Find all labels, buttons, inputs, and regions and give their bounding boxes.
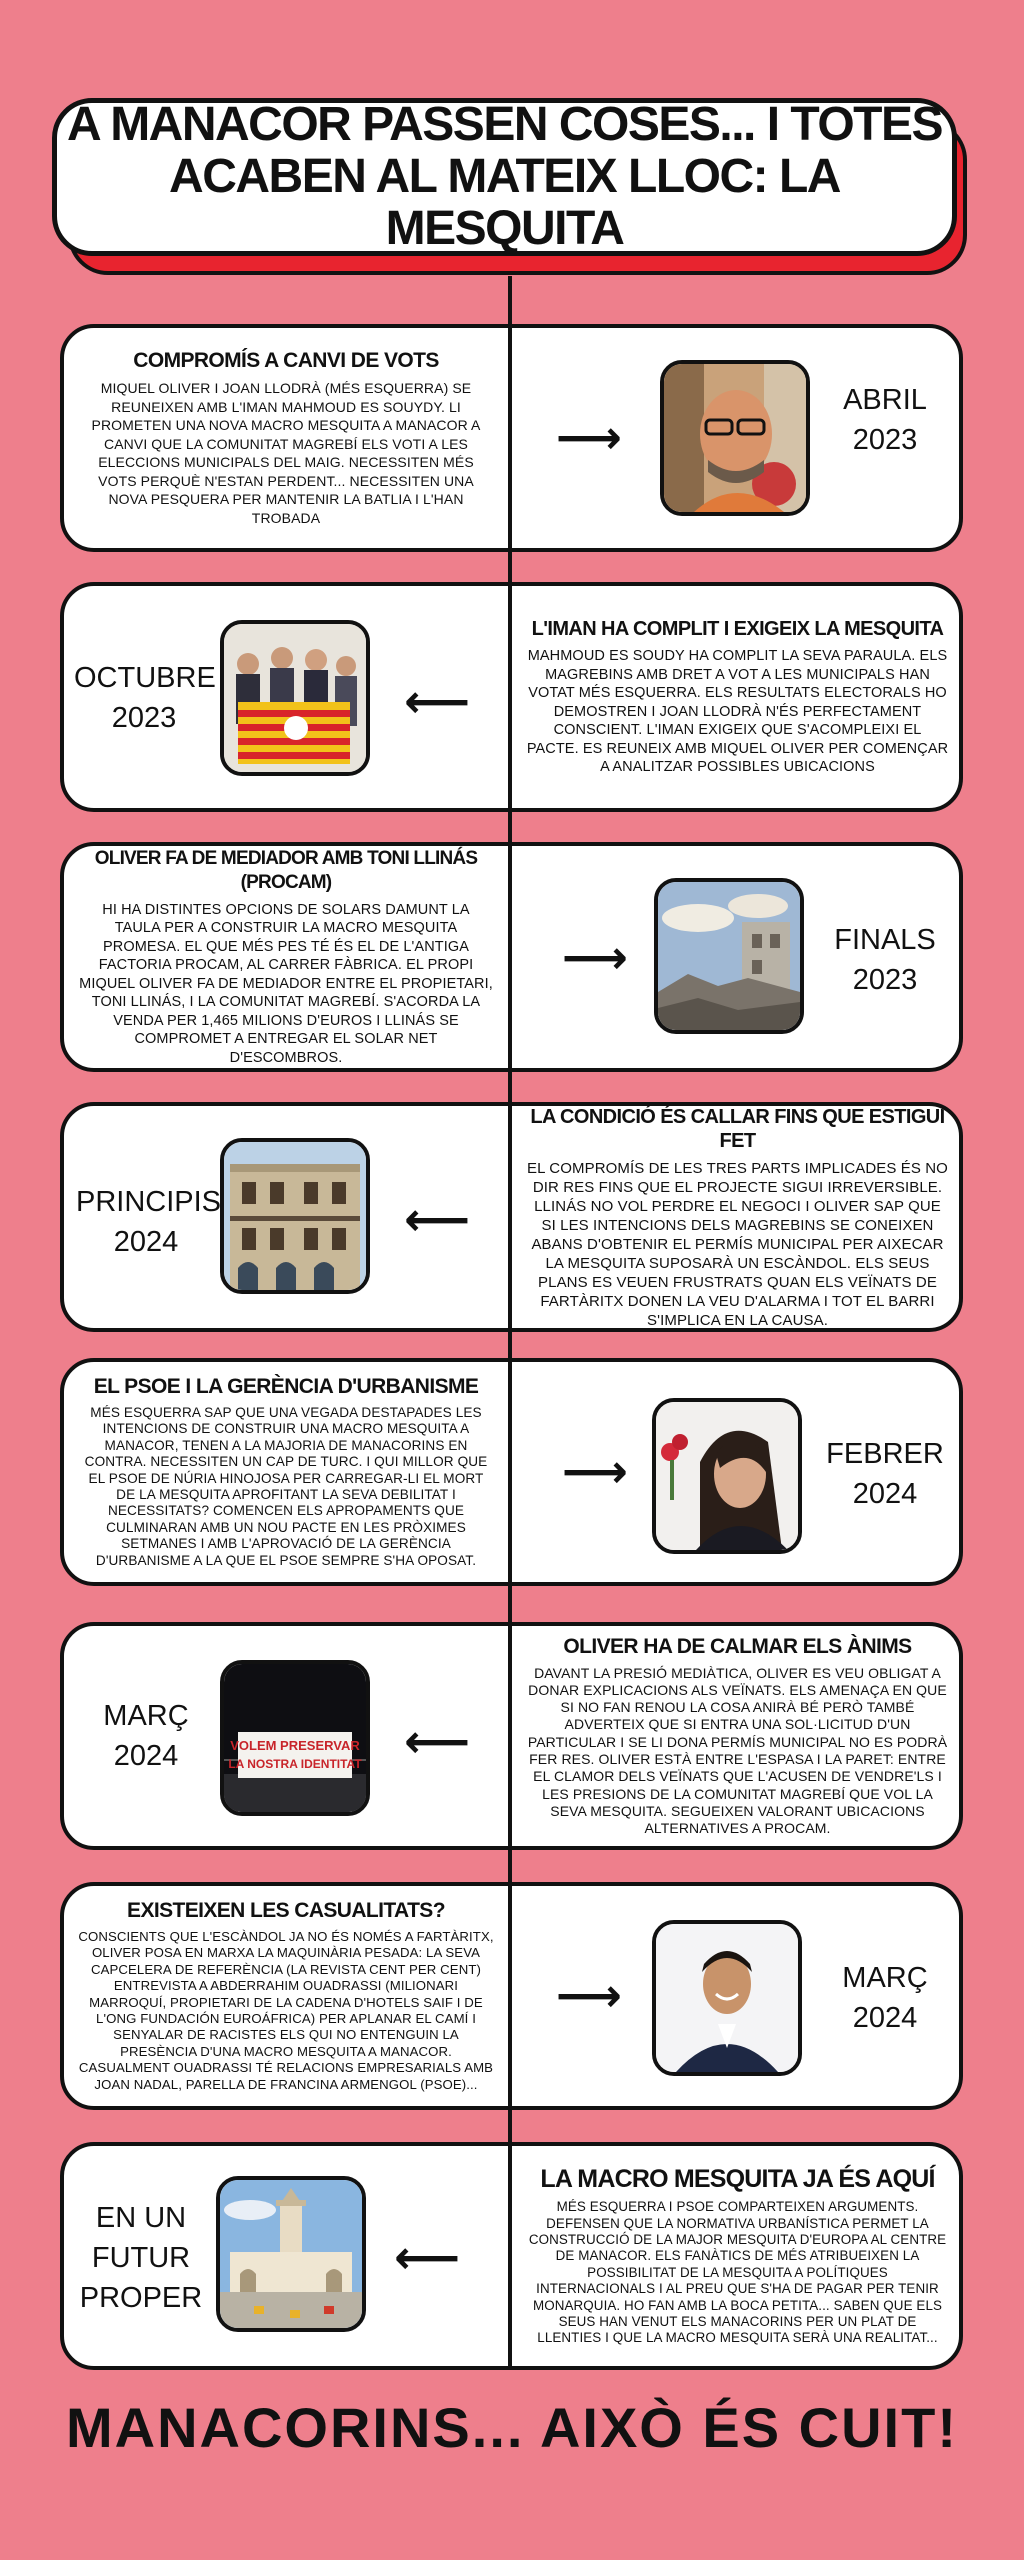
title-banner (52, 98, 967, 276)
card-media (512, 1362, 963, 1582)
arrow-left-icon: ⟵ (404, 1193, 470, 1245)
card-media (64, 1106, 508, 1328)
arrow-right-icon: ⟶ (562, 1445, 628, 1497)
timeline-card-febrer-2024 (60, 1358, 963, 1586)
photo-demolition-site (654, 878, 804, 1034)
card-text (512, 1626, 963, 1846)
date-label (820, 1434, 950, 1514)
card-body: MÉS ESQUERRA SAP QUE UNA VEGADA DESTAPADES LES INTENCIONS DE CONSTRUIR UNA MACRO MESQUITA A MANACOR, TENEN A LA MAJORIA DE MANACORINS EN CONTRA. NECESSITEN UN CAP DE TURC. I QUI MILLOR QUE EL PSOE DE NÚRIA HINOJOSA PER CARREGAR-LI EL MORT DE LA MESQUITA APROFITANT LA SEVA DEBILITAT I NECESSITATS? COMENCEN ELS APROPAMENTS QUE CULMINARAN AMB UN NOU PACTE EN LES PRÒXIMES SETMANES I AMB L'APROVACIÓ DE LA GERÈNCIA D'URBANISME A LA QUE EL PSOE SEMPRE S'HA OPOSAT. (84, 1404, 488, 1568)
date-month: OCTUBRE (74, 662, 216, 694)
card-text (64, 1886, 508, 2106)
card-media (64, 1626, 508, 1846)
photo-town-hall (220, 1138, 370, 1294)
date-label (820, 380, 950, 460)
arrow-left-icon: ⟵ (404, 675, 470, 727)
date-year: 2024 (852, 2002, 918, 2034)
timeline-card-futur-proper (60, 2142, 963, 2370)
card-text (64, 846, 508, 1068)
page-title: A MANACOR PASSEN COSES... I TOTES ACABEN AL MATEIX LLOC: LA MESQUITA (66, 98, 943, 255)
timeline-card-octubre-2023 (60, 582, 963, 812)
card-body: CONSCIENTS QUE L'ESCÀNDOL JA NO ÉS NOMÉS A FARTÀRITX, OLIVER POSA EN MARXA LA MAQUINÀRIA PESADA: LA SEVA CAPCELERA DE REFERÈNCIA (LA REVISTA CENT PER CENT) ENTREVISTA A ABDERRAHIM OUADRASSI (MILIONARI MARROQUÍ, PROPIETARI DE LA CADENA D'HOTELS SAIF I DE L'ONG FUNDACIÓN EUROÁFRICA) PER APLANAR EL CAMÍ I SENYALAR DE RACISTES ELS QUI NO ENTENGUIN LA PRESÈNCIA D'UNA MACRO MESQUITA A MANACOR. CASUALMENT OUADRASSI TÉ RELACIONS EMPRESARIALS AMB JOAN NADAL, PARELLA DE FRANCINA ARMENGOL (PSOE)... (78, 1928, 494, 2092)
card-media (512, 1886, 963, 2106)
timeline-card-principis-2024 (60, 1102, 963, 1332)
date-line-2: FUTUR (91, 2242, 191, 2274)
svg-text:LA NOSTRA IDENTITAT: LA NOSTRA IDENTITAT (228, 1757, 362, 1771)
card-text (512, 586, 963, 808)
card-body: HI HA DISTINTES OPCIONS DE SOLARS DAMUNT LA TAULA PER A CONSTRUIR LA MACRO MESQUITA PROMESA. EL QUE MÉS PES TÉ ÉS EL DE L'ANTIGA FACTORIA PROCAM, AL CARRER FÀBRICA. EL PROPI MIQUEL OLIVER FA DE MEDIADOR ENTRE EL PROPIETARI, TONI LLINÁS, I LA COMUNITAT MAGREBÍ. S'ACORDA LA VENDA PER 1,465 MILIONS D'EUROS I LLINÁS SE COMPROMET A ENTREGAR EL SOLAR NET D'ESCOMBROS. (79, 901, 493, 1066)
card-body: EL COMPROMÍS DE LES TRES PARTS IMPLICADES ÉS NO DIR RES FINS QUE EL PROJECTE SIGUI IRREVERSIBLE. LLINÁS NO VOL PERDRE EL NEGOCI I OLIVER SAP QUE SI LES INTENCIONS DELS MAGREBINS SE CONEIXEN ABANS D'OBTENIR EL PERMÍS MUNICIPAL PER AIXECAR LA MESQUITA SUPOSARÀ UN ESCÀNDOL. ELS SEUS PLANS ES VEUEN FRUSTRATS QUAN ELS VEÏNATS DE FARTÀRITX DONEN LA VEU D'ALARMA I TOT EL BARRI S'IMPLICA EN LA CAUSA. (527, 1159, 948, 1329)
photo-group-flag (220, 620, 370, 776)
date-month: FEBRER (826, 1438, 944, 1470)
card-heading: OLIVER FA DE MEDIADOR AMB TONI LLINÁS (PROCAM) (94, 847, 478, 893)
timeline-card-marc-2024-b (60, 1882, 963, 2110)
date-label (76, 2198, 206, 2318)
photo-protest-banner (220, 1660, 370, 1816)
card-heading: LA CONDICIÓ ÉS CALLAR FINS QUE ESTIGUI FET (530, 1105, 945, 1152)
date-year: 2024 (113, 1226, 179, 1258)
date-year: 2024 (113, 1740, 179, 1772)
date-label (76, 1182, 222, 1262)
photo-portrait-woman (652, 1398, 802, 1554)
card-text (512, 1106, 963, 1328)
arrow-left-icon: ⟵ (394, 2231, 460, 2283)
date-year: 2024 (852, 1478, 918, 1510)
card-text (512, 2146, 963, 2366)
timeline-card-marc-2024-a (60, 1622, 963, 1850)
photo-mosque (216, 2176, 366, 2332)
timeline-card-finals-2023 (60, 842, 963, 1072)
card-body: DAVANT LA PRESIÓ MEDIÀTICA, OLIVER ES VEU OBLIGAT A DONAR EXPLICACIONS ALS VEÏNATS. ELS AMENAÇA EN QUE SI NO FAN RENOU LA COSA ANIRÀ BÉ PERÒ TAMBÉ ADVERTEIX QUE SI ENTRA UNA SOL·LICITUD D'UN PARTICULAR I SE LI DONA PERMÍS MUNICIPAL NO ES PODRÀ FER RES. OLIVER ESTÀ ENTRE L'ESPASA I LA PARET: ENTRE EL CLAMOR DELS VEÏNATS QUE L'ACUSEN DE VENDRE'LS I LES PRESIONS DE LA COMUNITAT MAGREBÍ QUE VOL LA SEVA MESQUITA. SEGUEIXEN VALORANT UBICACIONS ALTERNATIVES A PROCAM. (527, 1664, 948, 1837)
date-month: PRINCIPIS (76, 1186, 222, 1218)
card-body: MIQUEL OLIVER I JOAN LLODRÀ (MÉS ESQUERRA) SE REUNEIXEN AMB L'IMAN MAHMOUD ES SOUYDY. LI PROMETEN UNA NOVA MACRO MESQUITA A MANACOR A CANVI QUE LA COMUNITAT MAGREBÍ ELS VOTI A LES ELECCIONS MUNICIPALS DEL MAIG. NECESSITEN MÉS VOTS PERQUÈ N'ESTAN PERDENT... NECESSITEN UNA NOVA PESQUERA PER MANTENIR LA BATLIA I L'HAN TROBADA (91, 380, 481, 526)
date-year: 2023 (111, 702, 177, 734)
card-media (64, 2146, 508, 2366)
card-heading: LA MACRO MESQUITA JA ÉS AQUÍ (540, 2165, 935, 2194)
card-heading: EL PSOE I LA GERÈNCIA D'URBANISME (93, 1374, 479, 1398)
date-month: FINALS (834, 924, 936, 956)
card-body: MAHMOUD ES SOUDY HA COMPLIT LA SEVA PARAULA. ELS MAGREBINS AMB DRET A VOT A LES MUNICIPALS HAN VOTAT MÉS ESQUERRA. ELS RESULTATS ELECTORALS HO DEMOSTREN I JOAN LLODRÀ N'ÉS PERFECTAMENT CONSCIENT. L'IMAN EXIGEIX QUE S'ACOMPLEIXI EL PACTE. ES REUNEIX AMB MIQUEL OLIVER PER COMENÇAR A ANALITZAR POSSIBLES UBICACIONS (526, 648, 949, 776)
photo-portrait-man-suit (652, 1920, 802, 2076)
date-label (820, 1958, 950, 2038)
arrow-left-icon: ⟵ (404, 1715, 470, 1767)
footer-slogan: MANACORINS... AIXÒ ÉS CUIT! (66, 2396, 958, 2459)
card-text (64, 328, 508, 548)
date-year: 2023 (852, 424, 918, 456)
card-media (64, 586, 508, 808)
date-label (86, 1696, 206, 1776)
card-heading: COMPROMÍS A CANVI DE VOTS (133, 349, 439, 372)
card-heading: EXISTEIXEN LES CASUALITATS? (127, 1898, 445, 1922)
arrow-right-icon: ⟶ (556, 411, 622, 463)
timeline-card-abril-2023 (60, 324, 963, 552)
card-media (512, 846, 963, 1068)
date-label (820, 920, 950, 1000)
svg-text:VOLEM PRESERVAR: VOLEM PRESERVAR (230, 1738, 360, 1753)
date-month: MARÇ (103, 1700, 189, 1732)
title-box (52, 98, 957, 256)
date-year: 2023 (852, 964, 918, 996)
arrow-right-icon: ⟶ (556, 1969, 622, 2021)
date-line-3: PROPER (79, 2282, 203, 2314)
arrow-right-icon: ⟶ (562, 931, 628, 983)
photo-portrait-man (660, 360, 810, 516)
card-body: MÉS ESQUERRA I PSOE COMPARTEIXEN ARGUMENTS. DEFENSEN QUE LA NORMATIVA URBANÍSTICA PERMET LA CONSTRUCCIÓ DE LA MAJOR MESQUITA D'EUROPA AL CENTRE DE MANACOR. ELS FANÀTICS DE MÉS ATRIBUEIXEN LA POSSIBILITAT DE LA MESQUITA A POLÍTIQUES INTERNACIONALS I AL PREU QUE S'HA DE PAGAR PER TENIR MONARQUIA. HO FAN AMB LA BOCA PETITA... SABEN QUE ELS SEUS HAN VENUT ELS MANACORINS PER UN PLAT DE LLENTIES I QUE LA MACRO MESQUITA SERÀ UNA REALITAT... (528, 2199, 947, 2346)
date-month: ABRIL (843, 384, 927, 416)
card-media (512, 328, 963, 548)
date-line-1: EN UN (95, 2202, 187, 2234)
card-text (64, 1362, 508, 1582)
date-label (74, 658, 214, 738)
card-heading: L'IMAN HA COMPLIT I EXIGEIX LA MESQUITA (531, 618, 944, 641)
date-month: MARÇ (842, 1962, 928, 1994)
card-heading: OLIVER HA DE CALMAR ELS ÀNIMS (563, 1634, 912, 1658)
